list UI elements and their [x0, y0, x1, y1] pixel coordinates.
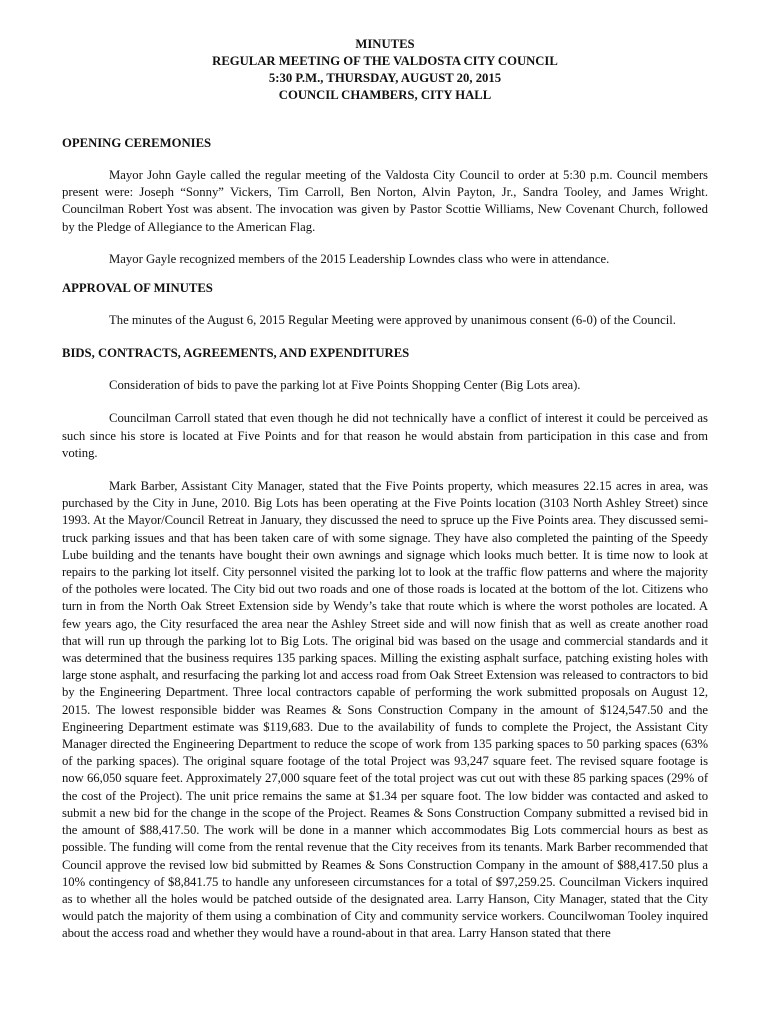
title-minutes: MINUTES [355, 37, 415, 51]
paragraph-opening-recognition: Mayor Gayle recognized members of the 2015 Leadership Lowndes class who were in attendance. [109, 251, 610, 266]
paragraph-bids-consideration: Consideration of bids to pave the parking lot at Five Points Shopping Center (Big Lots area). [109, 378, 581, 393]
title-meeting: REGULAR MEETING OF THE VALDOSTA CITY COUNCIL [212, 54, 558, 68]
paragraph-bids-barber-report: Mark Barber, Assistant City Manager, stated that the Five Points property, which measures 22.15 acres in area, was purchased by the City in June, 2010. Big Lots has been operating at the Five Points location (3103 North Ashley Street) since 1993. At the Mayor/Council Retreat in January, they discussed the need to spruce up the Five Points area. They discussed semi-truck parking issues and that has been taken care of with some signage. They have also completed the painting of the Speedy Lube building and the tenants have bought their own awnings and signage which looks much better. It is time now to look at repairs to the parking lot itself. City personnel visited the parking lot to look at the traffic flow patterns and where the majority of the potholes were located. The City bid out two roads and one of those roads is located at the bottom of the lot. Citizens who turn in from the North Oak Street Extension side by Wendy’s take that route which is where the worst potholes are located. A few years ago, the City resurfaced the area near the Ashley Street side and will now finish that as well as create another road that will run up through the parking lot to Big Lots. The original bid was based on the usage and commercial standards and it was determined that the business requires 135 parking spaces. Milling the existing asphalt surface, patching existing holes with large stone asphalt, and resurfacing the parking lot and access road from Oak Street Extension was released to contractors to bid by the Engineering Department. Three local contractors capable of performing the work submitted proposals on August 12, 2015. The lowest responsible bidder was Reames & Sons Construction Company in the amount of $124,547.50 and the Engineering Department estimate was $119,683. Due to the availability of funds to complete the Project, the Assistant City Manager directed the Engineering Department to reduce the scope of work from 135 parking spaces to 50 parking spaces (63% of the parking spaces). The original square footage of the total Project was 93,247 square feet. The revised square footage is now 66,050 square feet. Approximately 27,000 square feet of the total project was cut out with these 85 parking spaces (29% of the cost of the Project). The unit price remains the same at $1.34 per square foot. The low bidder was contacted and asked to submit a new bid for the change in the scope of the Project. Reames & Sons Construction Company submitted a revised bid in the amount of $88,417.50. The work will be done in a manner which accommodates Big Lots commercial hours as best as possible. The funding will come from the rental revenue that the City receives from its tenants. Mark Barber recommended that Council approve the revised low bid submitted by Reames & Sons Construction Company in the amount of $88,417.50 plus a 10% contingency of $8,841.75 to handle any unforeseen circumstances for a total of $97,259.25. Councilman Vickers inquired as to whether all the holes would be patched outside of the designated area. Larry Hanson, City Manager, stated that the City would patch the majority of them using a combination of City and community service workers. Councilwoman Tooley inquired about the access road and whether they would have a round-about in that area. Larry Hanson stated that there [62, 479, 708, 941]
paragraph-opening-call-to-order: Mayor John Gayle called the regular meeting of the Valdosta City Council to order at 5:30 p.m. Council members present were: Joseph “Sonny” Vickers, Tim Carroll, Ben Norton, Alvin Payton, Jr., Sandra Tooley, and James Wright. Councilman Robert Yost was absent. The invocation was given by Pastor Scottie Williams, New Covenant Church, followed by the Pledge of Allegiance to the American Flag. [62, 168, 708, 234]
minutes-title-block [62, 36, 708, 104]
heading-opening-ceremonies: OPENING CEREMONIES [62, 136, 212, 150]
document-content [62, 36, 708, 943]
paragraph-approval: The minutes of the August 6, 2015 Regular Meeting were approved by unanimous consent (6-0) of the Council. [109, 313, 676, 328]
title-location: COUNCIL CHAMBERS, CITY HALL [278, 88, 492, 102]
paragraph-bids-carroll-abstain: Councilman Carroll stated that even though he did not technically have a conflict of interest it could be perceived as such since his store is located at Five Points and for that reason he would abstain from participation in this case and from voting. [62, 411, 708, 460]
title-time-date: 5:30 P.M., THURSDAY, AUGUST 20, 2015 [268, 71, 502, 85]
heading-bids-contracts: BIDS, CONTRACTS, AGREEMENTS, AND EXPENDITURES [62, 346, 410, 361]
heading-approval-of-minutes: APPROVAL OF MINUTES [62, 281, 213, 296]
